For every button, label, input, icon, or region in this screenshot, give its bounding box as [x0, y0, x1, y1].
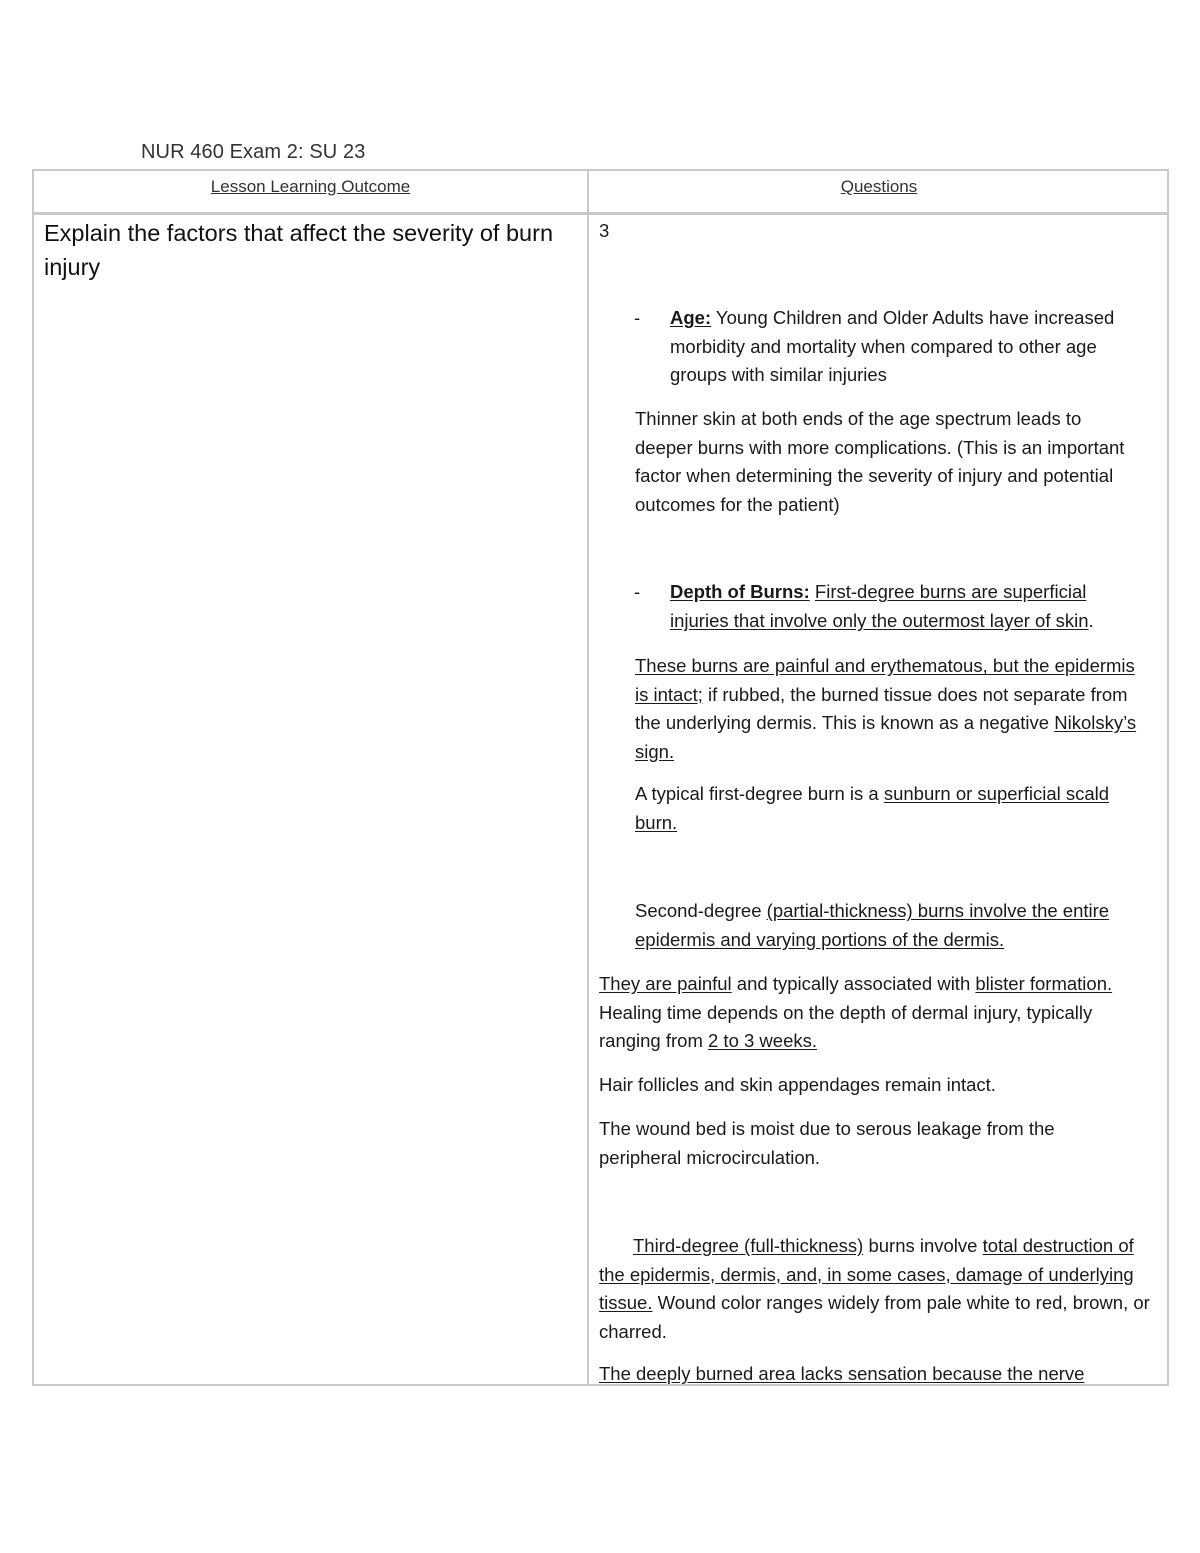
wound-bed-paragraph: The wound bed is moist due to serous leakage from the peripheral microcirculation. [599, 1118, 1055, 1168]
column-divider [587, 171, 589, 1384]
header-questions: Questions [840, 177, 918, 196]
last-line: The deeply burned area lacks sensation because the nerve [599, 1363, 1085, 1384]
outcome-cell-text: Explain the factors that affect the severity of burn injury [44, 220, 554, 280]
page-title: NUR 460 Exam 2: SU 23 [141, 141, 366, 163]
bullet-dash: - [634, 581, 641, 602]
second-degree-paragraph: Second-degree (partial-thickness) burns involve the entire epidermis and varying portions of the dermis. [635, 900, 1110, 950]
hair-follicles-paragraph: Hair follicles and skin appendages remain intact. [599, 1074, 996, 1095]
depth-label: Depth of Burns: [670, 581, 810, 602]
age-bullet [670, 304, 1150, 390]
age-label: Age: [670, 307, 712, 328]
outcome-table [32, 169, 1169, 1386]
third-degree-paragraph: Third-degree (full-thickness) burns involve total destruction of the epidermis, dermis, and, in some cases, damage of underlying tissue. Wound color ranges widely from pale white to red, brown, or charred. [599, 1235, 1150, 1342]
thinner-skin-paragraph: Thinner skin at both ends of the age spectrum leads to deeper burns with more complications. (This is an important factor when determining the severity of injury and potential outcomes for the patient) [635, 408, 1125, 515]
first-degree-paragraph: These burns are painful and erythematous, but the epidermis is intact; if rubbed, the burned tissue does not separate from the underlying dermis. This is known as a negative Nikolsky’s sign. [635, 655, 1137, 762]
question-number: 3 [599, 220, 610, 241]
header-lesson-learning-outcome: Lesson Learning Outcome [210, 177, 411, 196]
depth-bullet: Depth of Burns: First-degree burns are superficial injuries that involve only the outermost layer of skin. [670, 581, 1094, 631]
second-degree-details: They are painful and typically associated with blister formation. Healing time depends on the depth of dermal injury, typically ranging from 2 to 3 weeks. [599, 973, 1113, 1051]
nikolsky-sign: Nikolsky’s sign. [635, 712, 1137, 762]
depth-underlined-text: First-degree burns are superficial injuries that involve only the outermost layer of skin [670, 581, 1089, 631]
age-text: Young Children and Older Adults have increased morbidity and mortality when compared to other age groups with similar injuries [670, 307, 1115, 385]
bullet-dash: - [634, 307, 641, 328]
header-divider [34, 212, 1167, 215]
typical-burn-paragraph: A typical first-degree burn is a sunburn or superficial scald burn. [635, 783, 1110, 833]
